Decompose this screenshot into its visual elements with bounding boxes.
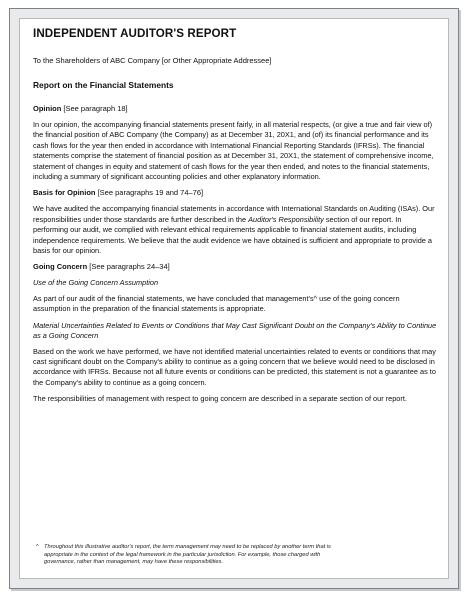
basis-text-before: We have audited the accompanying financial statements in accordance with International Standards on Auditing (ISAs). Our responsibilities under those standards are further described in the — [33, 204, 435, 224]
addressee-line: To the Shareholders of ABC Company [or Other Appropriate Addressee] — [33, 56, 272, 65]
document-page — [19, 18, 449, 579]
going-concern-heading-label: Going Concern — [33, 262, 88, 272]
basis-heading — [33, 188, 438, 198]
footnote-text: Throughout this illustrative auditor's report, the term management may need to be replaced by another term that is appropriate in the context of the legal framework in the particular jurisdiction. For example, those charged with governance, rather than management, may have these responsibilities. — [44, 544, 331, 566]
basis-text-italic: Auditor's Responsibility — [248, 214, 324, 224]
opinion-paragraph: In our opinion, the accompanying financial statements present fairly, in all material respects, (or give a true and fair view of) the financial position of ABC Company (the Company) as at December 31, 20X1, and (of) its financial performance and its cash flows for the year then ended in accordance with International Financial Reporting Standards (IFRSs). The financial statements comprise the statement of financial position as at December 31, 20X1, the statement of comprehensive income, statement of changes in equity and statement of cash flows for the year then ended, and notes to the financial statements, including a summary of significant accounting policies and other explanatory information. — [33, 120, 434, 182]
going-concern-heading-ref: [See paragraphs 24–34] — [87, 262, 170, 272]
opinion-heading-label: Opinion — [33, 104, 62, 113]
opinion-heading — [33, 104, 438, 114]
going-concern-paragraph-1: As part of our audit of the financial statements, we have concluded that management's^ use of the going concern assumption in the preparation of the financial statements is appropriate. — [33, 293, 400, 314]
basis-heading-ref: [See paragraphs 19 and 74–76] — [95, 188, 204, 198]
report-title: INDEPENDENT AUDITOR'S REPORT — [33, 27, 237, 40]
section-title: Report on the Financial Statements — [33, 80, 174, 90]
going-concern-subheading-2: Material Uncertainties Related to Events or Conditions that May Cast Significant Doubt on the Company's Ability to Continue as a Going Concern — [33, 320, 437, 341]
footnote — [36, 544, 344, 567]
going-concern-heading — [33, 262, 438, 272]
basis-text-after: section of our report. In performing our audit, we complied with relevant ethical requirements applicable to financial statement audits, including independence requirements. We believe that the audit evidence we have obtained is sufficient and appropriate to provide a basis for our opinion. — [33, 214, 433, 256]
going-concern-paragraph-3: The responsibilities of management with respect to going concern are described in a separate section of our report. — [33, 394, 407, 404]
opinion-heading-ref: [See paragraph 18] — [61, 104, 128, 113]
footnote-mark: ^ — [36, 544, 39, 550]
going-concern-paragraph-2: Based on the work we have performed, we have not identified material uncertainties related to events or conditions that may cast significant doubt on the Company's ability to continue as a going concern that we believe would need to be disclosed in accordance with IFRSs. Because not all future events or conditions can be predicted, this statement is not a guarantee as to the Company's ability to continue as a going concern. — [33, 346, 436, 387]
basis-heading-label: Basis for Opinion — [33, 188, 96, 198]
going-concern-subheading-1: Use of the Going Concern Assumption — [33, 278, 159, 288]
basis-paragraph — [33, 204, 438, 256]
document-frame — [9, 8, 459, 589]
